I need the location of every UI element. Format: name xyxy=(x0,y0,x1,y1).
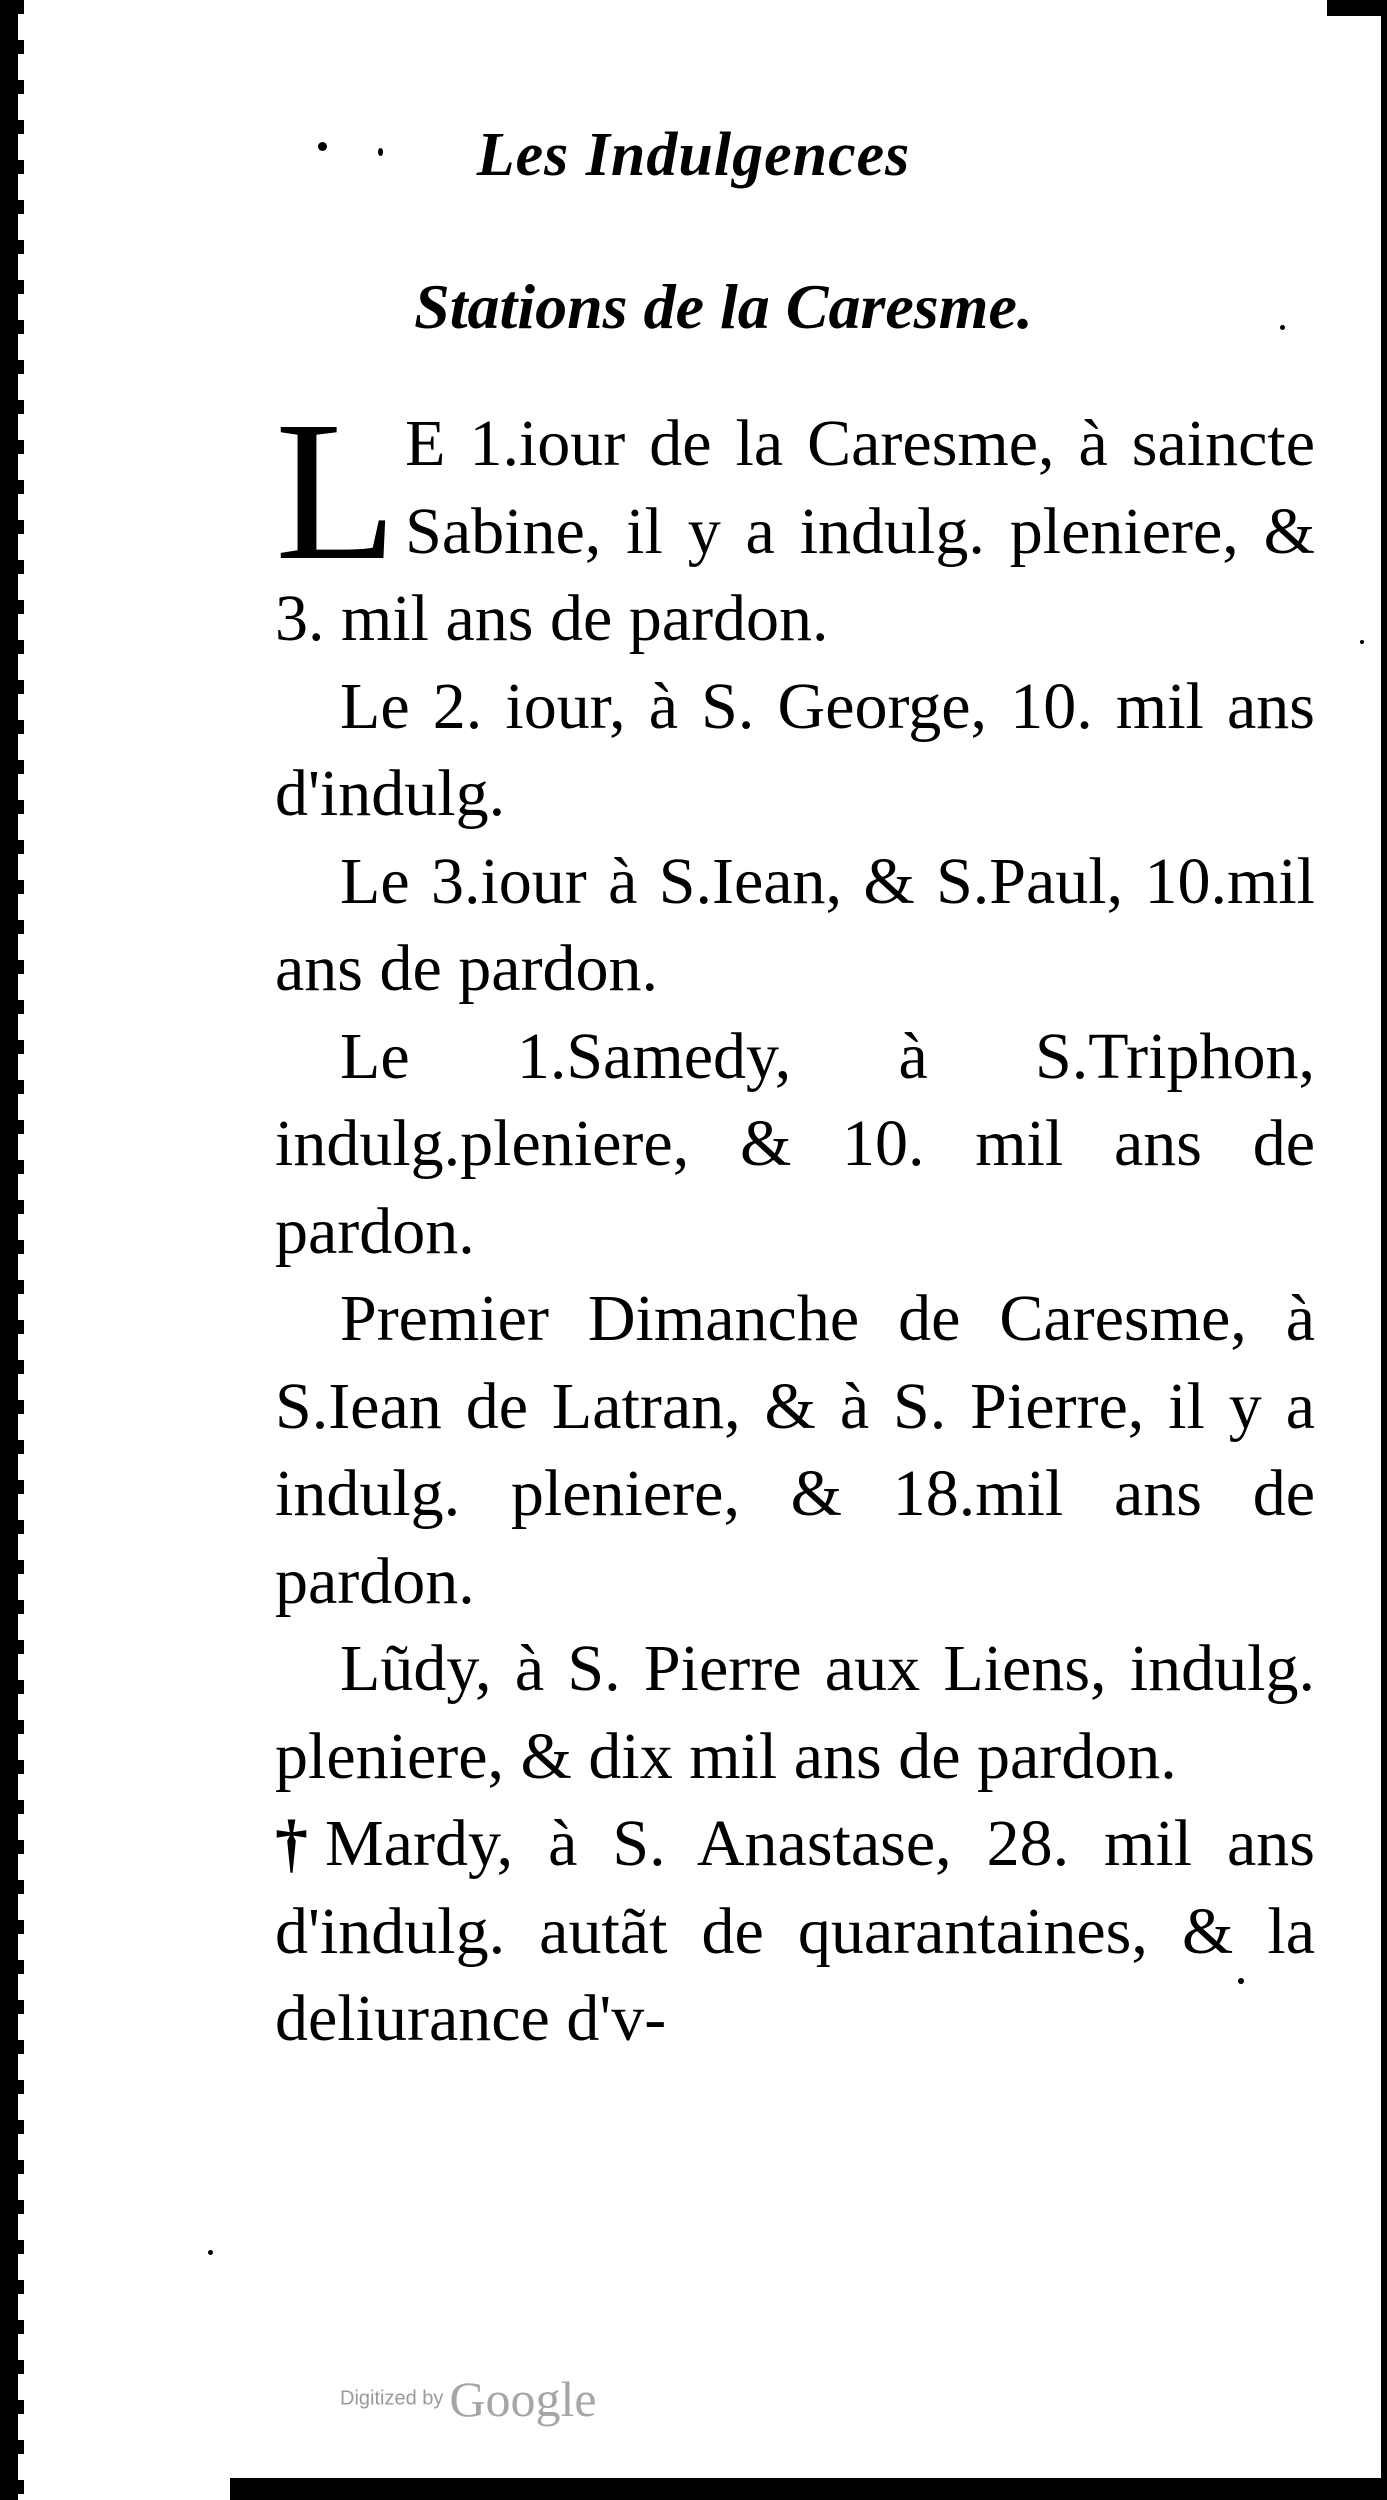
running-head: Les Indulgences xyxy=(476,121,911,189)
paragraph-text: Mardy, à S. Anastase, 28. mil ans d'indulg. autãt de quarantaines, & la deliurance d'v- xyxy=(275,1807,1315,2055)
scan-speck xyxy=(208,2250,213,2255)
page-edge-left-shadow xyxy=(18,0,24,2500)
main-text xyxy=(275,381,1315,2063)
paragraph: Lũdy, à S. Pierre aux Liens, indulg. pleniere, & dix mil ans de pardon. xyxy=(275,1632,1315,1793)
scan-speck xyxy=(1360,640,1364,644)
page-edge-top xyxy=(1327,0,1387,16)
paragraph: Le 2. iour, à S. George, 10. mil ans d'indulg. xyxy=(275,669,1315,830)
paragraph-cross xyxy=(275,1800,1315,2063)
paragraph: Le 1.Samedy, à S.Triphon, indulg.pleniere, & 10. mil ans de pardon. xyxy=(275,1019,1315,1268)
watermark-prefix: Digitized by xyxy=(340,2387,444,2410)
paragraph-text: E 1.iour de la Caresme, à saincte Sabine, il y a indulg. pleniere, & 3. mil ans de pardon. xyxy=(275,407,1315,655)
page-edge-right xyxy=(1381,0,1387,2500)
cross-icon: † xyxy=(275,1807,308,1880)
section-title: Stations de la Caresme. xyxy=(414,271,1033,342)
paragraph-first xyxy=(275,381,1315,663)
drop-cap: L xyxy=(275,381,398,602)
google-logo: Google xyxy=(449,2371,597,2427)
digitized-watermark xyxy=(340,2370,597,2428)
paragraph: Premier Dimanche de Caresme, à S.Iean de Latran, & à S. Pierre, il y a indulg. pleniere, & 18.mil ans de pardon. xyxy=(275,1282,1315,1618)
paragraph: Le 3.iour à S.Iean, & S.Paul, 10.mil ans de pardon. xyxy=(275,844,1315,1005)
page-edge-left xyxy=(0,0,18,2500)
page-edge-bottom xyxy=(230,2478,1387,2500)
